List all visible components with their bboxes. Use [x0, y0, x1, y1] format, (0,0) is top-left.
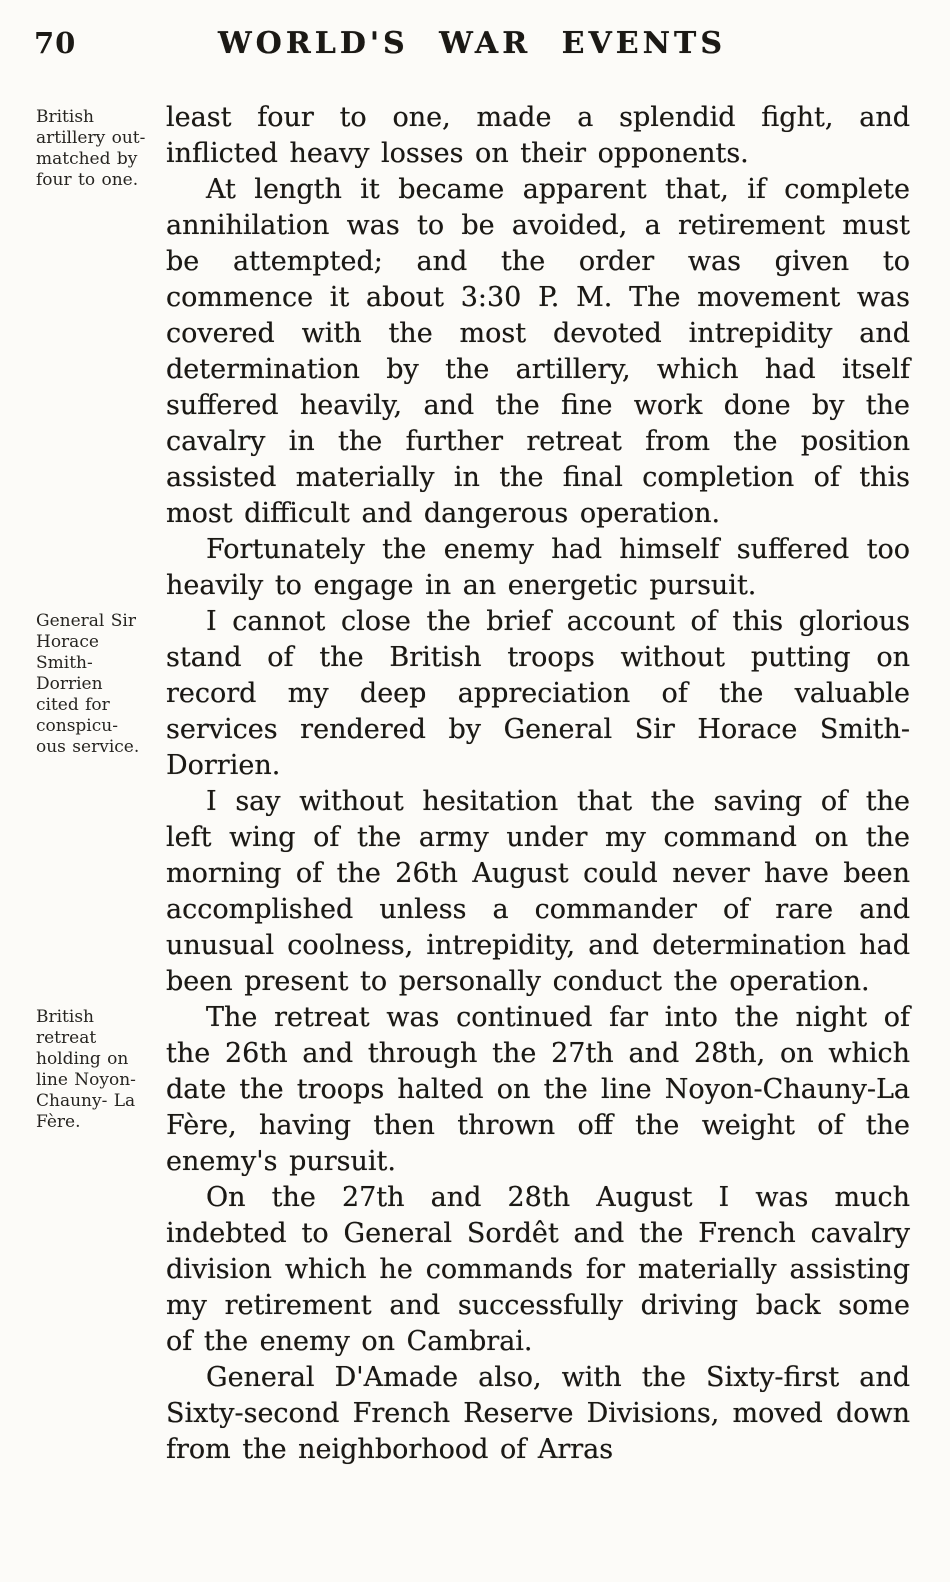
running-title: WORLD'S WAR EVENTS [217, 26, 727, 61]
paragraph: At length it became apparent that, if complete annihilation was to be avoided, a retirement must be attempted; and the order was given to commence it about 3:30 P. M. The movement was covered with the most devoted intrepidity and determination by the artillery, which had itself suffered heavily, and the fine work done by the cavalry in the further retreat from the position assisted materially in the final completion of this most difficult and dangerous operation. [166, 174, 910, 529]
text-column [166, 604, 910, 1000]
section-british-retreat [34, 1000, 910, 1468]
sidenote-artillery-outmatched: British artillery out- matched by four to one. [36, 107, 146, 190]
paragraph: I say without hesitation that the saving of the left wing of the army under my command on the morning of the 26th August could never have been accomplished unless a commander of rare and unusual coolness, intrepidity, and determination had been present to personally conduct the operation. [166, 786, 910, 997]
page-number: 70 [34, 26, 77, 60]
paragraph: I cannot close the brief account of this glorious stand of the British troops without putting on record my deep appreciation of the valuable services rendered by General Sir Horace Smith-Dorrien. [166, 606, 910, 781]
paragraph: On the 27th and 28th August I was much indebted to General Sordêt and the French cavalry division which he commands for materially assisting my retirement and successfully driving back some of the enemy on Cambrai. [166, 1182, 910, 1357]
sidenote-british-retreat: British retreat holding on line Noyon- Chauny- La Fère. [36, 1007, 136, 1132]
sidenote-smith-dorrien-cited: General Sir Horace Smith- Dorrien cited for conspicu- ous service. [36, 611, 140, 757]
page-body [34, 100, 910, 1468]
text-column [166, 100, 910, 604]
paragraph: General D'Amade also, with the Sixty-first and Sixty-second French Reserve Divisions, moved down from the neighborhood of Arras [166, 1362, 910, 1465]
paragraph: The retreat was continued far into the night of the 26th and through the 27th and 28th, on which date the troops halted on the line Noyon-Chauny-La Fère, having then thrown off the weight of the enemy's pursuit. [166, 1002, 910, 1177]
paragraph: least four to one, made a splendid fight, and inflicted heavy losses on their opponents. [166, 102, 910, 169]
section-artillery-outmatched [34, 100, 910, 604]
running-head [34, 26, 910, 74]
paragraph: Fortunately the enemy had himself suffered too heavily to engage in an energetic pursuit. [166, 534, 910, 601]
text-column [166, 1000, 910, 1468]
section-smith-dorrien-cited [34, 604, 910, 1000]
